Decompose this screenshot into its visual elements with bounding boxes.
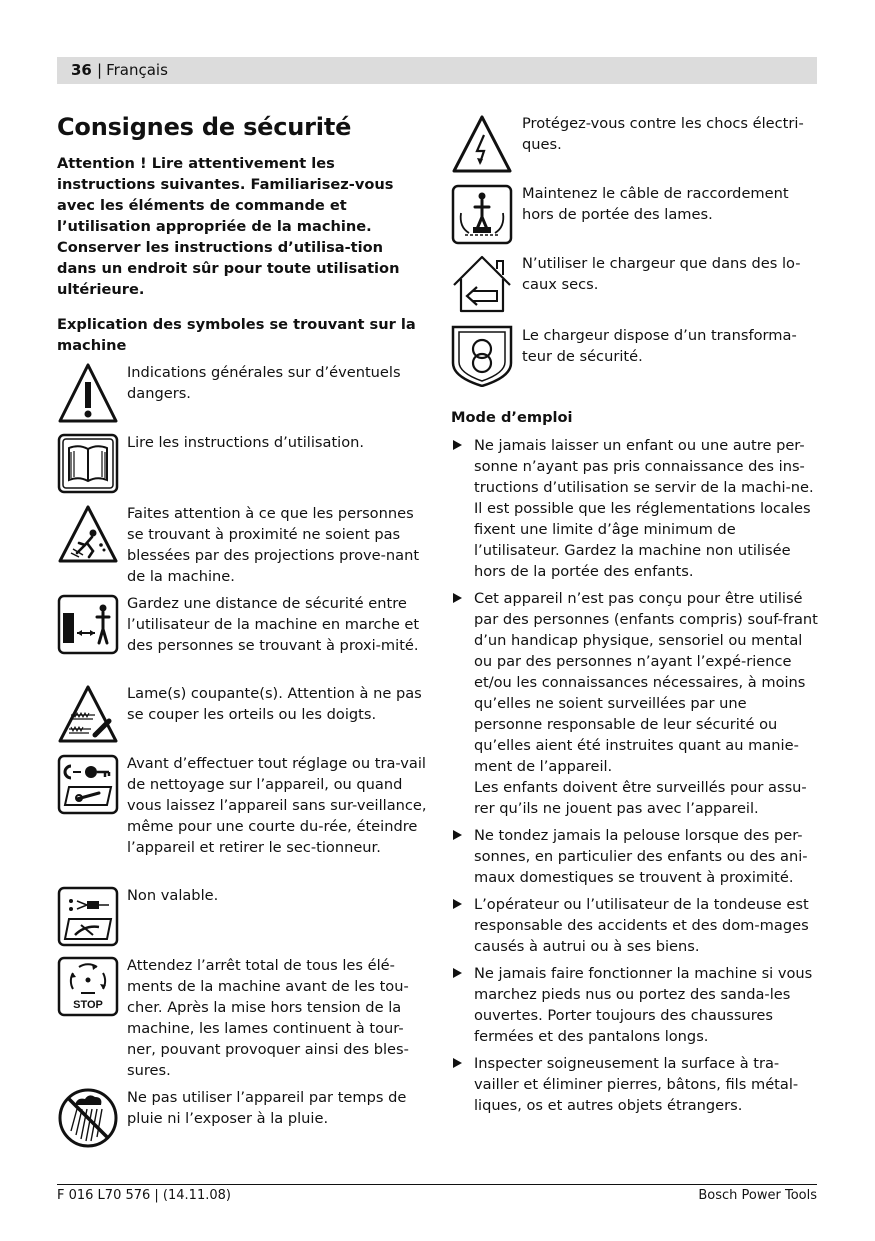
header-language: Français xyxy=(106,61,168,79)
symbol-text: Gardez une distance de sécurité entre l’utilisateur de la machine en marche et des personnes se trouvant à proxi-mité. xyxy=(127,595,420,654)
bullet-triangle-icon xyxy=(453,593,462,603)
cable-away-from-blades-icon xyxy=(451,183,513,245)
list-item: Cet appareil n’est pas conçu pour être utilisé par des personnes (enfants compris) souf-frant d’un handicap physique, sensoriel ou mental ou par des personnes n’ayant l’expé-rience et/ou les connaissances nécessaires, à moins qu’elles ne soient surveillées par une personne responsable de leur sécurité ou qu’elles aient été instruites quant au manie-ment de l’appareil. Les enfants doivent être surveillés pour assu-rer qu’ils ne jouent pas avec l’appareil. xyxy=(451,588,819,819)
list-item: Inspecter soigneusement la surface à tra-vailler et éliminer pierres, bâtons, fils métal-liques, os et autres objets étrangers. xyxy=(451,1053,819,1116)
page-number: 36 xyxy=(71,61,92,79)
symbol-text: Lire les instructions d’utilisation. xyxy=(127,434,365,451)
right-column xyxy=(451,113,819,1122)
bullet-triangle-icon xyxy=(453,1058,462,1068)
header-separator: | xyxy=(97,61,103,79)
symbol-entry xyxy=(57,753,427,885)
symbol-entry xyxy=(451,113,819,183)
symbol-text: Le chargeur dispose d’un transforma-teur de sécurité. xyxy=(522,327,797,365)
intro-warning: Attention ! Lire attentivement les instructions suivantes. Familiarisez-vous avec les éléments de commande et l’utilisation appropriée de la machine. Conserver les instructions d’utilisa-tion dans un endroit sûr pour toute utilisation ultérieure. xyxy=(57,155,400,298)
symbol-text: N’utiliser le chargeur que dans des lo-caux secs. xyxy=(522,255,801,293)
list-item: Ne jamais laisser un enfant ou une autre per-sonne n’ayant pas pris connaissance des ins-tructions d’utilisation se servir de la machi-ne. Il est possible que les réglementations locales fixent une limite d’âge minimum de l’utilisateur. Gardez la machine non utilisée hors de la portée des enfants. xyxy=(451,435,819,582)
disconnect-before-maintenance-icon xyxy=(57,753,119,815)
stop-label: STOP xyxy=(73,999,103,1011)
bullet-triangle-icon xyxy=(453,830,462,840)
read-manual-icon xyxy=(57,432,119,494)
wait-until-stop-icon xyxy=(57,955,119,1017)
symbol-text: Indications générales sur d’éventuels dangers. xyxy=(127,364,401,402)
symbol-text: Attendez l’arrêt total de tous les élé-ments de la machine avant de les tou-cher. Après la mise hors tension de la machine, les lames continuent à tour-ner, pouvant provoquer ainsi des bles-sures. xyxy=(127,957,409,1079)
footer-doc-id: F 016 L70 576 | (14.11.08) xyxy=(57,1188,231,1203)
page-title: Consignes de sécurité xyxy=(57,113,352,141)
bullet-triangle-icon xyxy=(453,899,462,909)
symbol-text: Avant d’effectuer tout réglage ou tra-vail de nettoyage sur l’appareil, ou quand vous laissez l’appareil sans sur-veillance, même pour une courte du-rée, éteindre l’appareil et retirer le sec-tionneur. xyxy=(127,755,427,856)
sharp-blades-warning-icon xyxy=(57,683,119,745)
symbol-text: Ne pas utiliser l’appareil par temps de pluie ni l’exposer à la pluie. xyxy=(127,1089,407,1127)
symbol-text: Lame(s) coupante(s). Attention à ne pas se couper les orteils ou les doigts. xyxy=(127,685,422,723)
footer-brand: Bosch Power Tools xyxy=(698,1188,817,1203)
not-applicable-icon xyxy=(57,885,119,947)
bullet-triangle-icon xyxy=(453,968,462,978)
thrown-objects-warning-icon xyxy=(57,503,119,565)
safe-distance-icon xyxy=(57,593,119,655)
page-header xyxy=(57,57,817,84)
symbol-text: Protégez-vous contre les chocs électri-ques. xyxy=(522,115,804,153)
symbol-entry xyxy=(451,183,819,253)
symbol-entry xyxy=(57,503,427,593)
symbol-entry xyxy=(57,593,427,683)
mode-heading: Mode d’emploi xyxy=(451,409,573,426)
electric-shock-icon xyxy=(451,113,513,175)
list-item: L’opérateur ou l’utilisateur de la tondeuse est responsable des accidents et des dom-mages causés à autrui ou à ses biens. xyxy=(451,894,819,957)
indoor-charger-icon xyxy=(451,253,513,315)
symbol-entry xyxy=(57,683,427,753)
symbol-entry xyxy=(451,253,819,325)
safety-transformer-icon xyxy=(451,325,513,387)
symbol-entry xyxy=(57,955,427,1087)
symbols-heading: Explication des symboles se trouvant sur la machine xyxy=(57,316,416,354)
list-item: Ne tondez jamais la pelouse lorsque des per-sonnes, en particulier des enfants ou des ani-maux domestiques se trouvent à proximité. xyxy=(451,825,819,888)
symbol-text: Maintenez le câble de raccordement hors de portée des lames. xyxy=(522,185,789,223)
symbol-entry xyxy=(57,1087,427,1157)
symbol-entry xyxy=(57,432,427,503)
instructions-list xyxy=(451,435,819,1116)
list-item: Ne jamais faire fonctionner la machine si vous marchez pieds nus ou portez des sanda-les ouvertes. Porter toujours des chaussures fermées et des pantalons longs. xyxy=(451,963,819,1047)
left-column xyxy=(57,113,427,1157)
symbol-entry xyxy=(57,362,427,432)
symbol-text: Faites attention à ce que les personnes se trouvant à proximité ne soient pas blessées par des projections prove-nant de la machine. xyxy=(127,505,420,585)
symbol-entry xyxy=(57,885,427,955)
symbol-text: Non valable. xyxy=(127,887,219,904)
general-warning-icon xyxy=(57,362,119,424)
footer-divider xyxy=(57,1184,817,1185)
no-rain-icon xyxy=(57,1087,119,1149)
bullet-triangle-icon xyxy=(453,440,462,450)
symbol-entry xyxy=(451,325,819,407)
